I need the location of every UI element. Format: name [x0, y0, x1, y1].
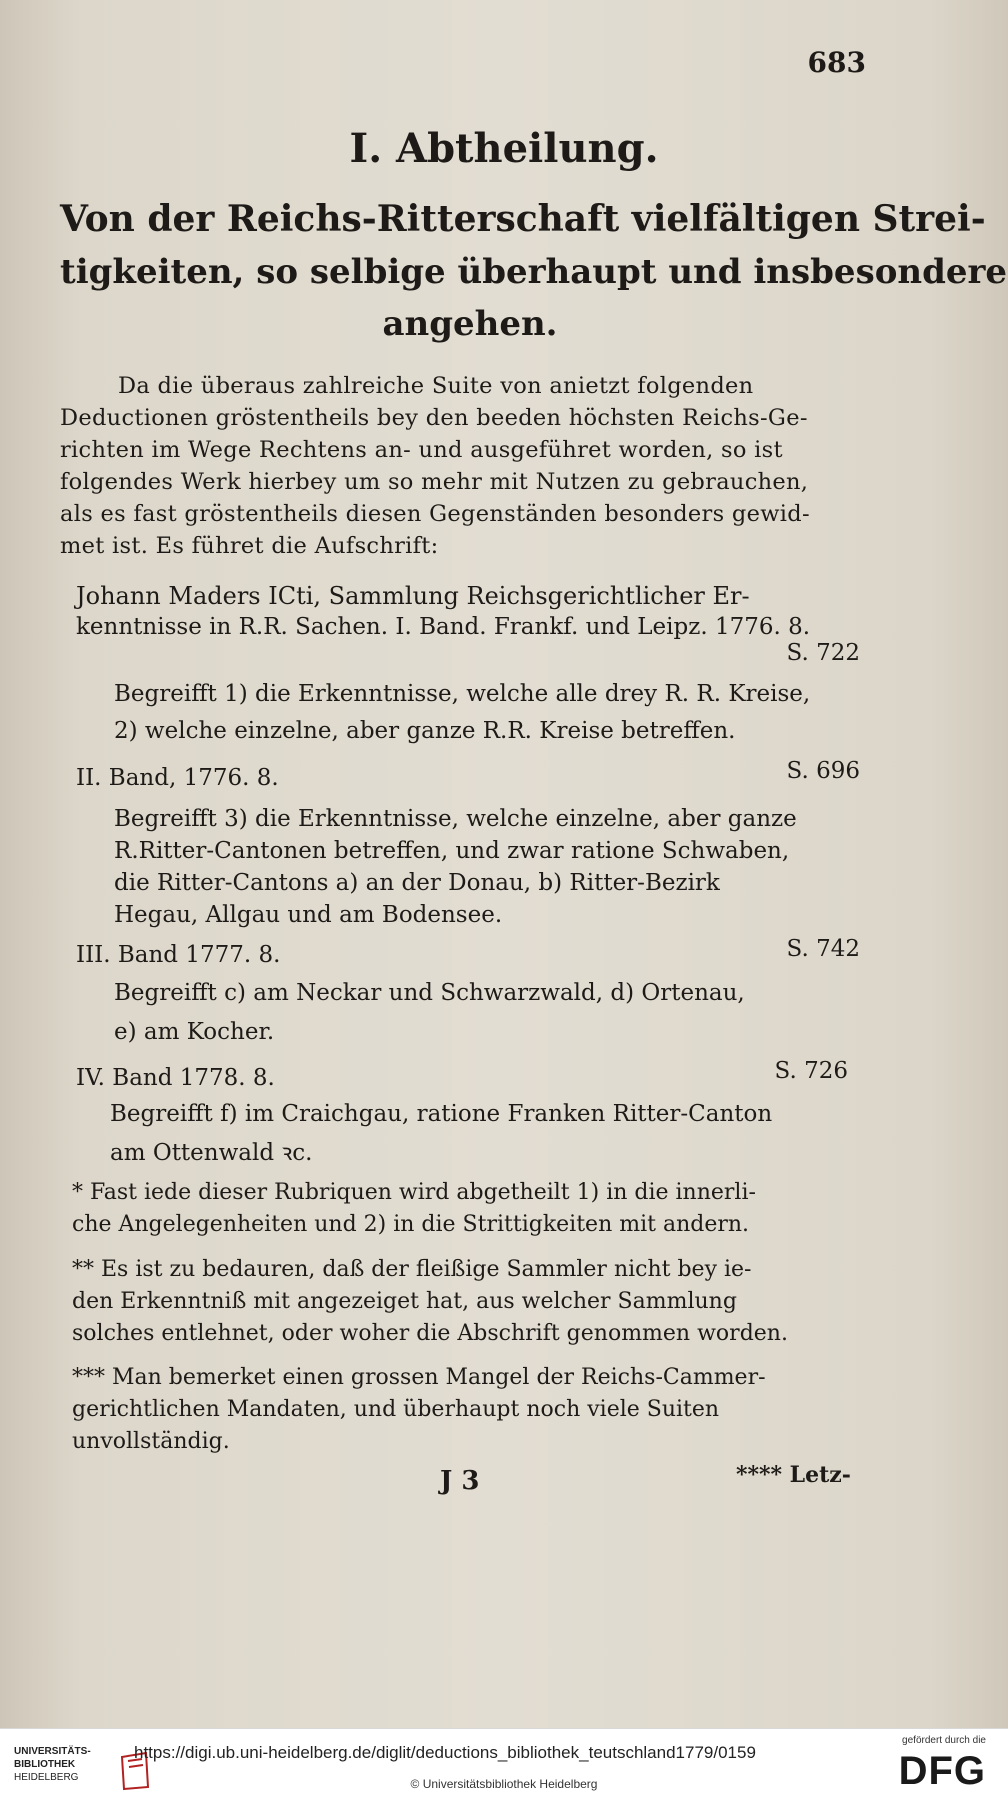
entry-line: kenntnisse in R.R. Sachen. I. Band. Frankf. und Leipz. 1776. 8.	[76, 614, 811, 640]
logo-text: UNIVERSITÄTS-	[14, 1746, 91, 1757]
entry-line: Johann Maders ICti, Sammlung Reichsgerichtlicher Er-	[76, 582, 750, 610]
footnote-line: gerichtlichen Mandaten, und überhaupt noch viele Suiten	[72, 1397, 720, 1422]
title-line: angehen.	[382, 304, 558, 344]
signature-mark: J 3	[440, 1466, 480, 1496]
intro-line: met ist. Es führet die Aufschrift:	[60, 533, 439, 559]
intro-line: Da die überaus zahlreiche Suite von anietzt folgenden	[118, 373, 754, 399]
logo-text: HEIDELBERG	[14, 1772, 79, 1783]
footnote-line: unvollständig.	[72, 1429, 230, 1454]
footnote-line: che Angelegenheiten und 2) in die Strittigkeiten mit andern.	[72, 1212, 750, 1237]
viewer-footer	[0, 1728, 1008, 1801]
band-line: 2) welche einzelne, aber ganze R.R. Kreise betreffen.	[114, 718, 736, 744]
band-line: Begreifft f) im Craichgau, ratione Franken Ritter-Canton	[110, 1101, 773, 1127]
footnote-line: *** Man bemerket einen grossen Mangel der Reichs-Cammer-	[72, 1365, 766, 1390]
footnote-line: * Fast iede dieser Rubriquen wird abgetheilt 1) in die innerli-	[72, 1180, 756, 1205]
copyright-notice: © Universitätsbibliothek Heidelberg	[410, 1777, 598, 1791]
band-line: Begreifft 1) die Erkenntnisse, welche alle drey R. R. Kreise,	[114, 681, 811, 707]
band-line: die Ritter-Cantons a) an der Donau, b) Ritter-Bezirk	[114, 870, 720, 896]
dfg-logo[interactable]: DFG	[898, 1749, 986, 1793]
footnote-line: den Erkenntniß mit angezeiget hat, aus welcher Sammlung	[72, 1289, 737, 1314]
band-line: Hegau, Allgau und am Bodensee.	[114, 902, 503, 928]
band-heading: II. Band, 1776. 8.	[76, 765, 279, 791]
page-reference: S. 742	[786, 936, 860, 962]
title-line: Von der Reichs-Ritterschaft vielfältigen Strei-	[60, 198, 986, 240]
band-line: e) am Kocher.	[114, 1019, 275, 1045]
page-number: 683	[807, 46, 866, 79]
intro-line: als es fast gröstentheils diesen Gegenständen besonders gewid-	[60, 501, 810, 527]
band-line: Begreifft c) am Neckar und Schwarzwald, d) Ortenau,	[114, 980, 745, 1006]
band-line: R.Ritter-Cantonen betreffen, und zwar ratione Schwaben,	[114, 838, 790, 864]
logo-text: BIBLIOTHEK	[14, 1759, 76, 1770]
intro-line: richten im Wege Rechtens an- und ausgeführet worden, so ist	[60, 437, 783, 463]
band-line: am Ottenwald ꝛc.	[110, 1140, 313, 1166]
band-heading: IV. Band 1778. 8.	[76, 1065, 275, 1091]
intro-line: folgendes Werk hierbey um so mehr mit Nutzen zu gebrauchen,	[60, 469, 809, 495]
page-reference: S. 726	[774, 1058, 848, 1084]
funding-note: gefördert durch die	[902, 1735, 986, 1746]
page-reference: S. 696	[786, 758, 860, 784]
band-heading: III. Band 1777. 8.	[76, 942, 281, 968]
permalink[interactable]: https://digi.ub.uni-heidelberg.de/diglit/deductions_bibliothek_teutschland1779/0159	[134, 1743, 756, 1762]
intro-line: Deductionen gröstentheils bey den beeden höchsten Reichs-Ge-	[60, 405, 808, 431]
page-reference: S. 722	[786, 640, 860, 666]
title-line: tigkeiten, so selbige überhaupt und insbesondere	[60, 252, 1008, 292]
footnote-line: solches entlehnet, oder woher die Abschrift genommen worden.	[72, 1321, 788, 1346]
catchword: **** Letz-	[736, 1462, 851, 1488]
footnote-line: ** Es ist zu bedauren, daß der fleißige Sammler nicht bey ie-	[72, 1257, 752, 1282]
part-heading: I. Abtheilung.	[349, 125, 659, 172]
band-line: Begreifft 3) die Erkenntnisse, welche einzelne, aber ganze	[114, 806, 797, 832]
